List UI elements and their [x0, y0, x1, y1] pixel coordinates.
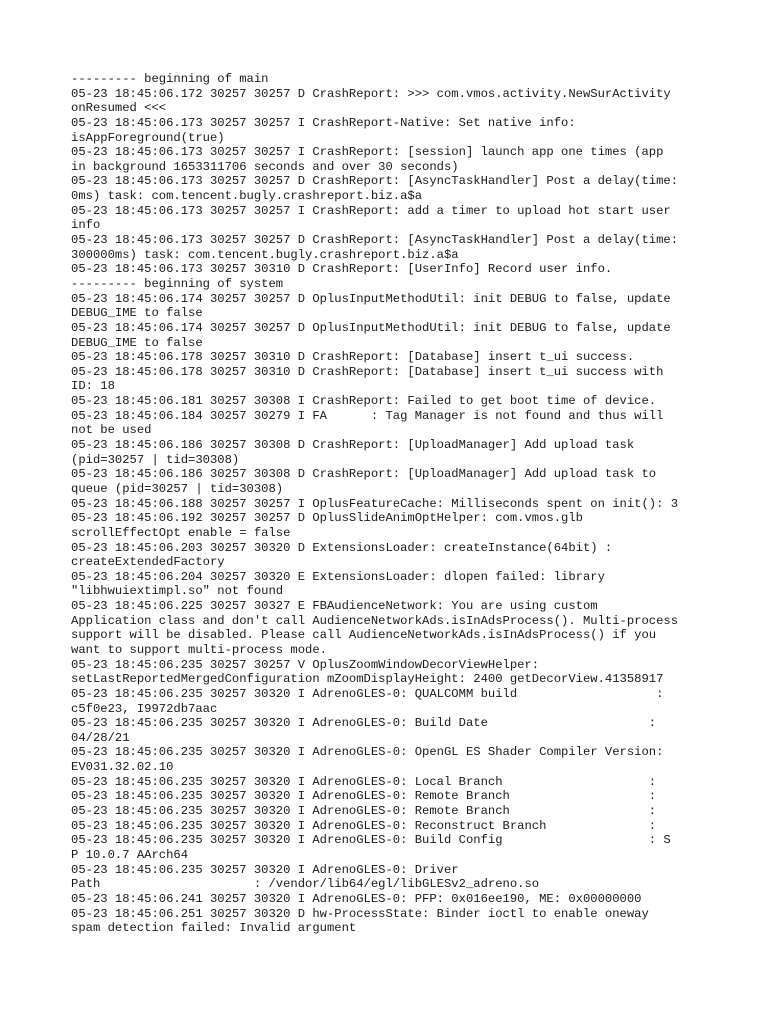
log-line: info	[71, 218, 101, 233]
log-line: setLastReportedMergedConfiguration mZoomDisplayHeight: 2400 getDecorView.41358917	[71, 672, 664, 687]
log-line: onResumed <<<	[71, 101, 167, 116]
log-line: createExtendedFactory	[71, 555, 225, 570]
log-line: 05-23 18:45:06.186 30257 30308 D CrashReport: [UploadManager] Add upload task to	[71, 467, 657, 482]
log-line: 05-23 18:45:06.241 30257 30320 I AdrenoGLES-0: PFP: 0x016ee190, ME: 0x00000000	[71, 891, 642, 906]
log-line: support will be disabled. Please call AudienceNetworkAds.isInAdsProcess() if you	[71, 628, 657, 643]
log-line: --------- beginning of main	[71, 72, 269, 86]
log-line: 0ms) task: com.tencent.bugly.crashreport.biz.a$a	[71, 189, 423, 204]
log-line: queue (pid=30257 | tid=30308)	[71, 481, 284, 496]
log-line: 05-23 18:45:06.192 30257 30257 D OplusSlideAnimOptHelper: com.vmos.glb	[71, 511, 583, 526]
log-line: --------- beginning of system	[71, 276, 284, 291]
log-line: 04/28/21	[71, 730, 130, 745]
log-line: 05-23 18:45:06.235 30257 30320 I AdrenoGLES-0: Build Date :	[71, 716, 657, 731]
log-line: 05-23 18:45:06.184 30257 30279 I FA : Tag Manager is not found and thus will	[71, 408, 664, 423]
log-line: 05-23 18:45:06.235 30257 30320 I AdrenoGLES-0: Remote Branch :	[71, 789, 657, 804]
log-line: DEBUG_IME to false	[71, 335, 203, 350]
log-line: 05-23 18:45:06.235 30257 30320 I AdrenoGLES-0: Driver	[71, 862, 459, 877]
log-line: 05-23 18:45:06.173 30257 30257 D CrashReport: [AsyncTaskHandler] Post a delay(time:	[71, 174, 679, 189]
log-line: 05-23 18:45:06.251 30257 30320 D hw-ProcessState: Binder ioctl to enable oneway	[71, 906, 649, 921]
log-line: EV031.32.02.10	[71, 760, 174, 775]
log-line: 05-23 18:45:06.235 30257 30320 I AdrenoGLES-0: Build Config : S	[71, 833, 671, 848]
log-line: 05-23 18:45:06.173 30257 30310 D CrashReport: [UserInfo] Record user info.	[71, 262, 613, 277]
log-line: 05-23 18:45:06.173 30257 30257 I CrashReport: add a timer to upload hot start user	[71, 203, 671, 218]
log-line: 05-23 18:45:06.235 30257 30320 I AdrenoGLES-0: OpenGL ES Shader Compiler Version:	[71, 745, 664, 760]
log-line: spam detection failed: Invalid argument	[71, 921, 357, 936]
log-line: 05-23 18:45:06.235 30257 30320 I AdrenoGLES-0: Remote Branch :	[71, 804, 657, 819]
log-line: 05-23 18:45:06.173 30257 30257 D CrashReport: [AsyncTaskHandler] Post a delay(time:	[71, 233, 679, 248]
log-line: "libhwuiextimpl.so" not found	[71, 584, 284, 599]
log-line: 05-23 18:45:06.235 30257 30320 I AdrenoGLES-0: Local Branch :	[71, 774, 657, 789]
log-line: 05-23 18:45:06.235 30257 30257 V OplusZoomWindowDecorViewHelper:	[71, 657, 540, 672]
log-line: 05-23 18:45:06.186 30257 30308 D CrashReport: [UploadManager] Add upload task	[71, 438, 635, 453]
log-document	[71, 72, 701, 936]
log-line: 05-23 18:45:06.178 30257 30310 D CrashReport: [Database] insert t_ui success with	[71, 364, 664, 379]
log-line: 05-23 18:45:06.225 30257 30327 E FBAudienceNetwork: You are using custom	[71, 599, 598, 614]
log-line: not be used	[71, 423, 152, 438]
log-line: scrollEffectOpt enable = false	[71, 525, 291, 540]
log-line: ID: 18	[71, 379, 115, 394]
log-line: P 10.0.7 AArch64	[71, 847, 189, 862]
log-line: 05-23 18:45:06.204 30257 30320 E ExtensionsLoader: dlopen failed: library	[71, 569, 605, 584]
log-line: 05-23 18:45:06.173 30257 30257 I CrashReport-Native: Set native info:	[71, 115, 576, 130]
log-line: 05-23 18:45:06.172 30257 30257 D CrashReport: >>> com.vmos.activity.NewSurActivity	[71, 86, 671, 101]
log-line: DEBUG_IME to false	[71, 306, 203, 321]
log-line: 05-23 18:45:06.174 30257 30257 D OplusInputMethodUtil: init DEBUG to false, update	[71, 291, 671, 306]
log-line: 300000ms) task: com.tencent.bugly.crashreport.biz.a$a	[71, 247, 459, 262]
log-line: (pid=30257 | tid=30308)	[71, 452, 240, 467]
log-line: 05-23 18:45:06.181 30257 30308 I CrashReport: Failed to get boot time of device.	[71, 394, 657, 409]
log-line: 05-23 18:45:06.173 30257 30257 I CrashReport: [session] launch app one times (app	[71, 145, 664, 160]
log-line: Application class and don't call AudienceNetworkAds.isInAdsProcess(). Multi-process	[71, 613, 679, 628]
log-line: in background 1653311706 seconds and over 30 seconds)	[71, 159, 459, 174]
log-line: Path : /vendor/lib64/egl/libGLESv2_adreno.so	[71, 877, 540, 892]
log-line: 05-23 18:45:06.178 30257 30310 D CrashReport: [Database] insert t_ui success.	[71, 350, 635, 365]
log-line: want to support multi-process mode.	[71, 642, 327, 657]
log-line: 05-23 18:45:06.188 30257 30257 I OplusFeatureCache: Milliseconds spent on init(): 3	[71, 496, 679, 511]
log-line: isAppForeground(true)	[71, 130, 225, 145]
log-line: 05-23 18:45:06.203 30257 30320 D ExtensionsLoader: createInstance(64bit) :	[71, 540, 613, 555]
log-line: 05-23 18:45:06.235 30257 30320 I AdrenoGLES-0: QUALCOMM build :	[71, 686, 664, 701]
log-line: c5f0e23, I9972db7aac	[71, 701, 218, 716]
log-line: 05-23 18:45:06.174 30257 30257 D OplusInputMethodUtil: init DEBUG to false, update	[71, 320, 671, 335]
log-line: 05-23 18:45:06.235 30257 30320 I AdrenoGLES-0: Reconstruct Branch :	[71, 818, 657, 833]
